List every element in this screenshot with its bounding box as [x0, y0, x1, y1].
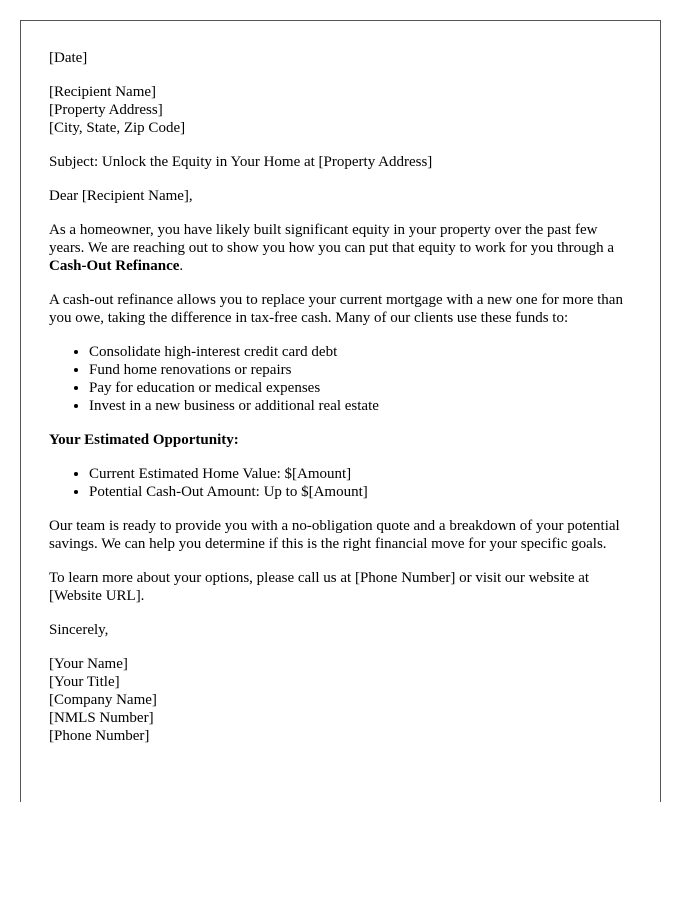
list-item: • Fund home renovations or repairs: [89, 361, 632, 379]
intro-text: As a homeowner, you have likely built significant equity in your property over the past few years. We are reaching out to show you how you can put that equity to work for you through a: [49, 222, 615, 256]
explanation-paragraph: A cash-out refinance allows you to replace your current mortgage with a new one for more than you owe, taking the difference in tax-free cash. Many of our clients use these funds to:: [49, 292, 623, 326]
offer-paragraph: Our team is ready to provide you with a no-obligation quote and a breakdown of your potential savings. We can help you determine if this is the right financial move for your specific goals.: [49, 518, 620, 552]
intro-paragraph: [49, 221, 632, 275]
intro-end: .: [179, 258, 184, 274]
letter-subject: Subject: Unlock the Equity in Your Home at [Property Address]: [49, 154, 433, 170]
letter-closing: Sincerely,: [49, 622, 109, 638]
signature-phone: [Phone Number]: [49, 728, 150, 744]
recipient-city-state-zip: [City, State, Zip Code]: [49, 120, 186, 136]
list-item: • Potential Cash-Out Amount: Up to $[Amount]: [89, 483, 632, 501]
opportunity-heading: Your Estimated Opportunity:: [49, 432, 239, 448]
recipient-name: [Recipient Name]: [49, 84, 157, 100]
list-item: • Invest in a new business or additional real estate: [89, 397, 632, 415]
letter-greeting: Dear [Recipient Name],: [49, 188, 193, 204]
list-item: • Consolidate high-interest credit card debt: [89, 343, 632, 361]
signature-nmls: [NMLS Number]: [49, 710, 154, 726]
list-item: • Pay for education or medical expenses: [89, 379, 632, 397]
opportunity-list: [49, 465, 632, 501]
letter-date: [Date]: [49, 50, 88, 66]
uses-list: [49, 343, 632, 415]
signature-company: [Company Name]: [49, 692, 157, 708]
letter-page: [20, 20, 661, 802]
intro-emphasis: Cash-Out Refinance: [49, 258, 180, 274]
recipient-address: [Property Address]: [49, 102, 163, 118]
signature-title: [Your Title]: [49, 674, 120, 690]
recipient-block: [49, 83, 632, 137]
list-item: • Current Estimated Home Value: $[Amount]: [89, 465, 632, 483]
signature-name: [Your Name]: [49, 656, 128, 672]
signature-block: [49, 655, 632, 745]
contact-paragraph: To learn more about your options, please call us at [Phone Number] or visit our website at [Website URL].: [49, 570, 590, 604]
